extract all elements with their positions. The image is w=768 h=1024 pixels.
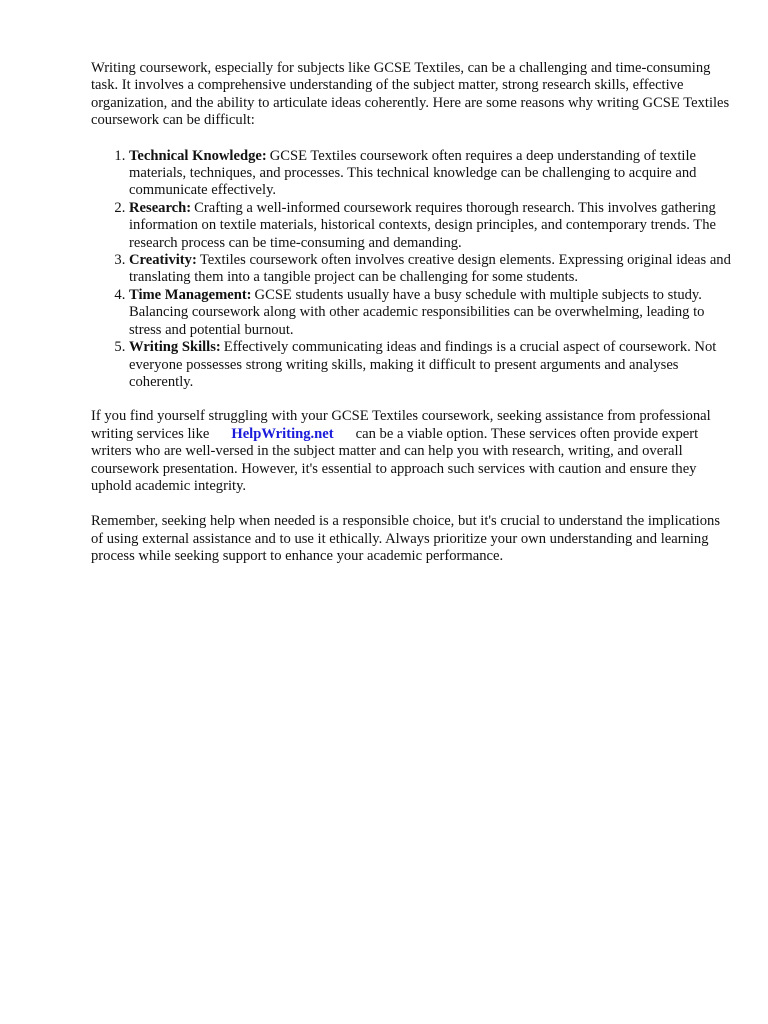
help-text-after: can be a viable option. These services often provide expert writers who are well-versed in the subject matter and can help you with research, writing, and overall coursework presentation. However, it's essential to approach such services with caution and ensure they uphold academic integrity. xyxy=(91,425,699,494)
intro-paragraph: Writing coursework, especially for subjects like GCSE Textiles, can be a challenging and time-consuming task. It involves a comprehensive understanding of the subject matter, strong research skills, effective organization, and the ability to articulate ideas coherently. Here are some reasons why writing GCSE Textiles coursework can be difficult: xyxy=(91,60,730,129)
reason-text: GCSE students usually have a busy schedule with multiple subjects to study. Balancing coursework along with other academic responsibilities can be overwhelming, leading to stress and potential burnout. xyxy=(129,286,705,338)
reason-text: Textiles coursework often involves creative design elements. Expressing original ideas and translating them into a tangible project can be challenging for some students. xyxy=(129,252,731,286)
reason-text: GCSE Textiles coursework often requires a deep understanding of textile materials, techniques, and processes. This technical knowledge can be challenging to acquire and communicate effectively. xyxy=(129,147,697,199)
reason-item xyxy=(129,252,731,287)
closing-paragraph: Remember, seeking help when needed is a responsible choice, but it's crucial to understand the implications of using external assistance and to use it ethically. Always prioritize your own understanding and learning process while seeking support to enhance your academic performance. xyxy=(91,513,720,565)
help-paragraph xyxy=(91,408,731,495)
reason-term: Research: xyxy=(129,199,192,216)
reason-text: Effectively communicating ideas and findings is a crucial aspect of coursework. Not everyone possesses strong writing skills, making it difficult to present arguments and analyses coherently. xyxy=(129,339,717,390)
reason-term: Time Management: xyxy=(129,286,252,303)
reason-item xyxy=(129,148,731,200)
reason-term: Writing Skills: xyxy=(129,339,221,356)
help-text-before: If you find yourself struggling with your GCSE Textiles coursework, seeking assistance from professional writing services like xyxy=(91,408,711,442)
reason-term: Creativity: xyxy=(129,252,197,269)
helpwriting-link[interactable]: HelpWriting.net xyxy=(231,425,334,442)
reasons-list xyxy=(91,148,731,392)
reason-item xyxy=(129,339,731,391)
reason-text: Crafting a well-informed coursework requires thorough research. This involves gathering information on textile materials, historical contexts, design principles, and contemporary trends. The research process can be time-consuming and demanding. xyxy=(129,199,716,251)
document-page xyxy=(91,60,731,584)
reason-item xyxy=(129,200,731,252)
reason-term: Technical Knowledge: xyxy=(129,147,267,164)
reason-item xyxy=(129,287,731,339)
